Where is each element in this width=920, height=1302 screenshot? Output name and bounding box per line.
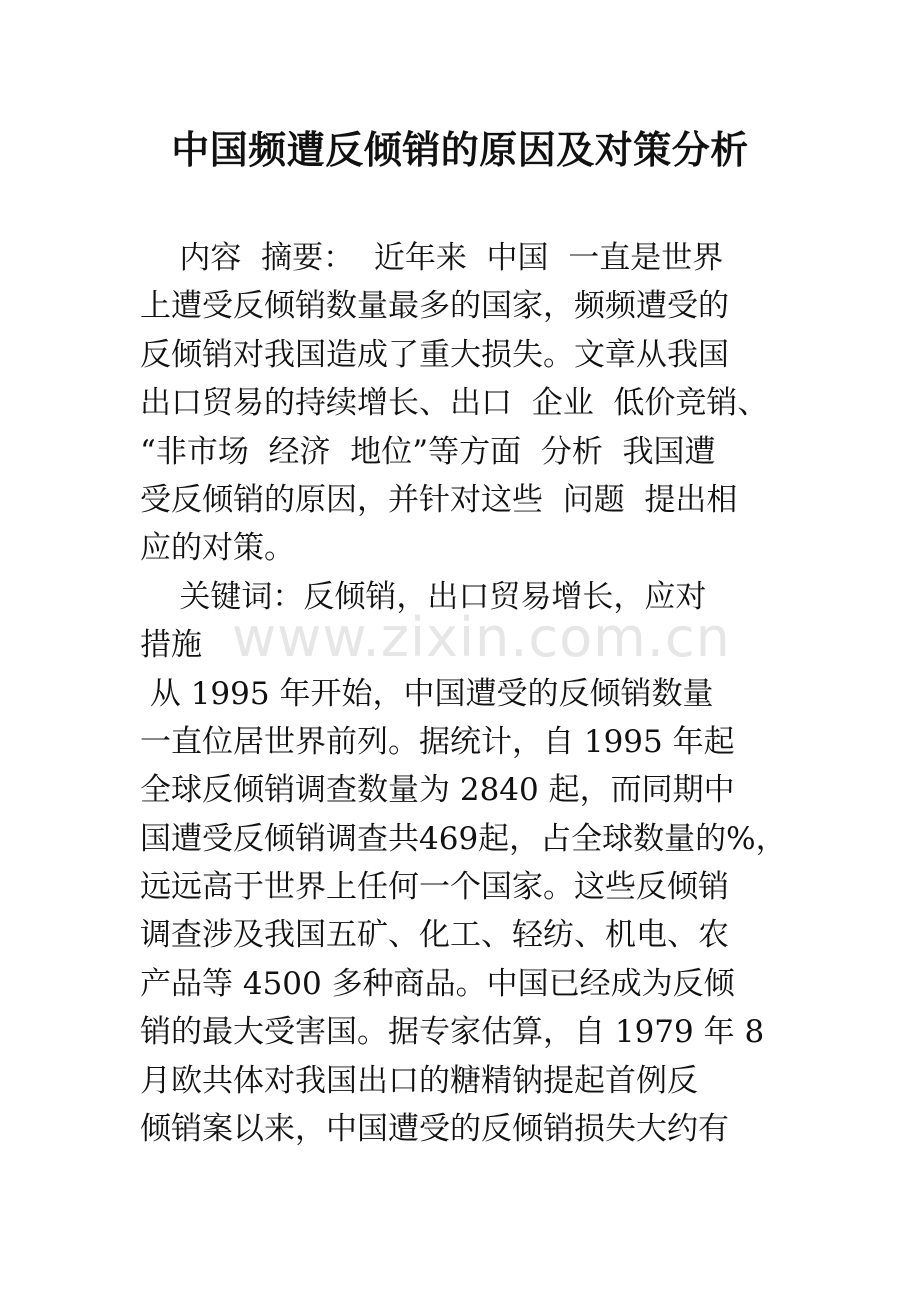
text-line: 从 1995 年开始，中国遭受的反倾销数量: [140, 675, 714, 712]
text-line: 月欧共体对我国出口的糖精钠提起首例反: [140, 1062, 698, 1099]
text-line: 应的对策。: [140, 530, 295, 567]
text-line: 内容 摘要： 近年来 中国 一直是世界: [140, 240, 724, 276]
text-line: 销的最大受害国。据专家估算，自 1979 年 8: [140, 1014, 765, 1051]
watermark: www.zixin.com.cn: [232, 606, 731, 669]
text-line: 调查涉及我国五矿、化工、轻纺、机电、农: [140, 917, 729, 954]
text-line: 全球反倾销调查数量为 2840 起，而同期中: [140, 772, 735, 809]
text-line: 出口贸易的持续增长、出口 企业 低价竞销、: [140, 385, 769, 422]
document-body: [140, 234, 800, 1153]
text-line: 产品等 4500 多种商品。中国已经成为反倾: [140, 965, 735, 1002]
document-title: 中国频遭反倾销的原因及对策分析: [171, 127, 749, 172]
text-line: 反倾销对我国造成了重大损失。文章从我国: [140, 336, 729, 373]
text-line: 远远高于世界上任何一个国家。这些反倾销: [140, 869, 729, 906]
text-line: 措施: [140, 627, 202, 664]
text-line: 国遭受反倾销调查共469起，占全球数量的%，: [140, 820, 787, 857]
text-line: “非市场 经济 地位”等方面 分析 我国遭: [140, 433, 716, 470]
text-line: 倾销案以来，中国遭受的反倾销损失大约有: [140, 1111, 729, 1148]
text-line: 受反倾销的原因，并针对这些 问题 提出相: [140, 481, 738, 518]
text-line: 上遭受反倾销数量最多的国家，频频遭受的: [140, 288, 729, 325]
text-line: 关键词：反倾销，出口贸易增长，应对: [140, 578, 707, 615]
text-line: 一直位居世界前列。据统计，自 1995 年起: [140, 723, 735, 760]
